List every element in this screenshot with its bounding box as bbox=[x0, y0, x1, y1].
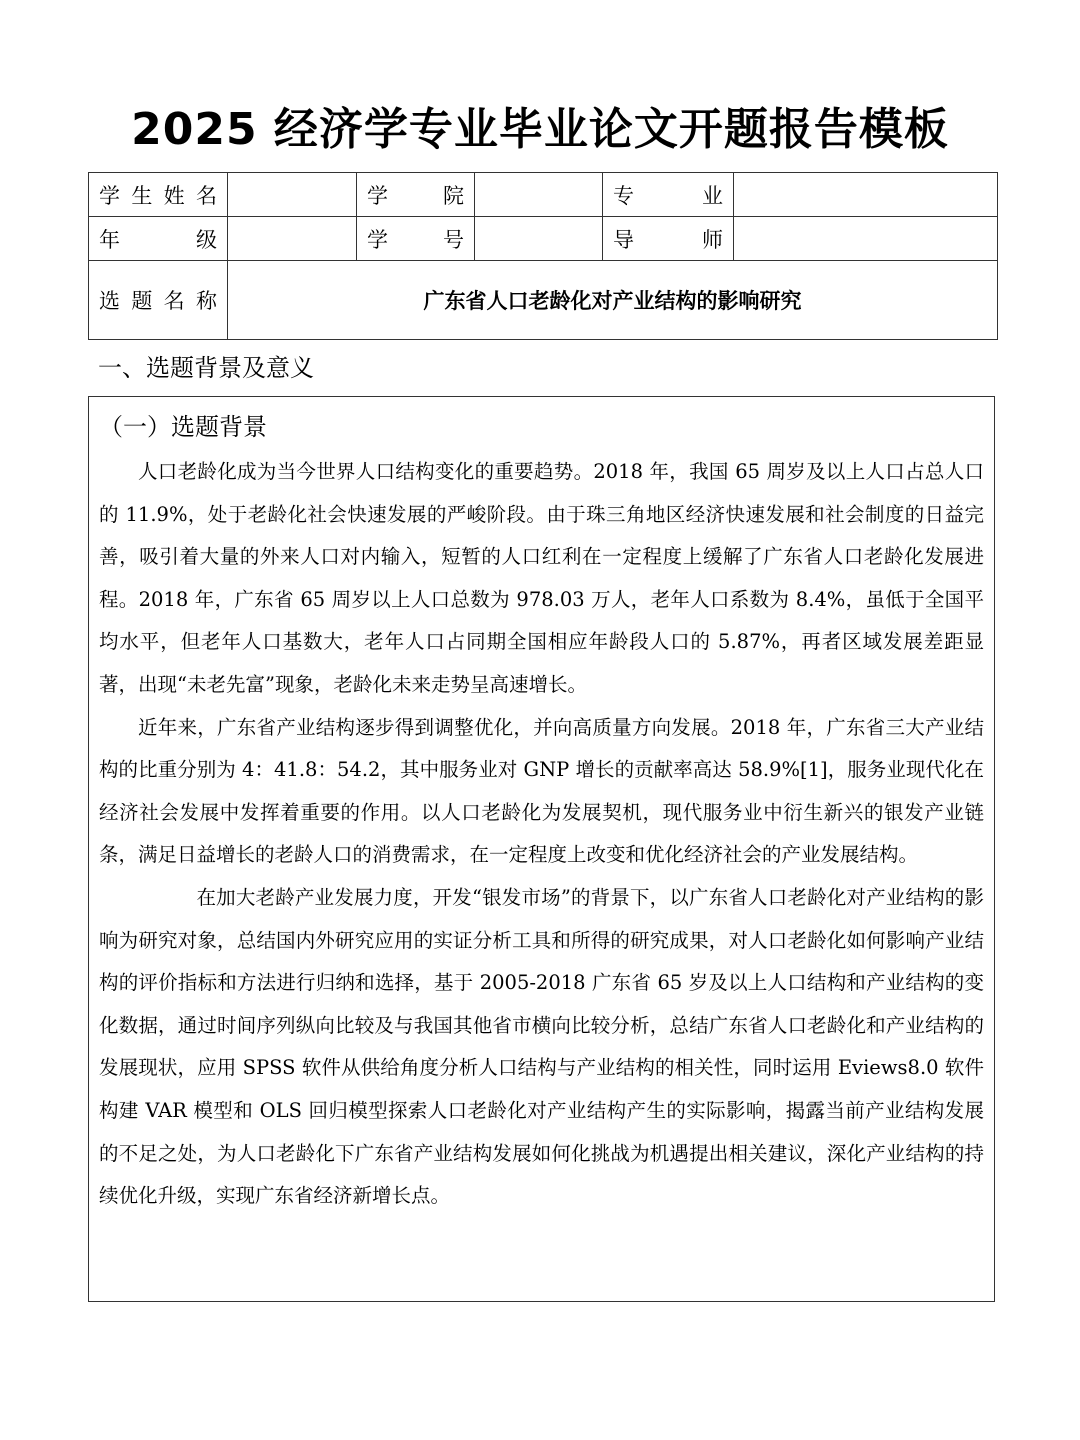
grade-label: 年 级 bbox=[99, 227, 217, 252]
college-label-cell bbox=[357, 173, 475, 217]
background-section-box bbox=[88, 396, 995, 1302]
page-title: 2025 经济学专业毕业论文开题报告模板 bbox=[131, 104, 949, 155]
paragraph-2: 近年来，广东省产业结构逐步得到调整优化，并向高质量方向发展。2018 年，广东省三大产业结构的比重分别为 4：41.8：54.2，其中服务业对 GNP 增长的贡献率高达 58.9%[1]，服务业现代化在经济社会发展中发挥着重要的作用。以人口老龄化为发展契机，现代服务业中衍生新兴的银发产业链条，满足日益增长的老龄人口的消费需求，在一定程度上改变和优化经济社会的产业发展结构。 bbox=[99, 715, 984, 867]
student-name-field[interactable] bbox=[228, 173, 357, 217]
major-field[interactable] bbox=[734, 173, 998, 217]
student-id-field[interactable] bbox=[475, 217, 603, 261]
sub-heading: （一）选题背景 bbox=[99, 413, 267, 441]
paragraph-3: 在加大老龄产业发展力度，开发“银发市场”的背景下，以广东省人口老龄化对产业结构的影响为研究对象，总结国内外研究应用的实证分析工具和所得的研究成果，对人口老龄化如何影响产业结构的评价指标和方法进行归纳和选择，基于 2005-2018 广东省 65 岁及以上人口结构和产业结构的变化数据，通过时间序列纵向比较及与我国其他省市横向比较分析，总结广东省人口老龄化和产业结构的发展现状，应用 SPSS 软件从供给角度分析人口结构与产业结构的相关性，同时运用 Eviews8.0 软件构建 VAR 模型和 OLS 回归模型探索人口老龄化对产业结构产生的实际影响，揭露当前产业结构发展的不足之处，为人口老龄化下广东省产业结构发展如何化挑战为机遇提出相关建议，深化产业结构的持续优化升级，实现广东省经济新增长点。 bbox=[99, 885, 984, 1208]
grade-field[interactable] bbox=[228, 217, 357, 261]
student-name-label-cell bbox=[89, 173, 228, 217]
advisor-field[interactable] bbox=[734, 217, 998, 261]
major-label: 专 业 bbox=[613, 183, 723, 208]
topic-label-cell bbox=[89, 261, 228, 340]
college-field[interactable] bbox=[475, 173, 603, 217]
advisor-label-cell bbox=[603, 217, 734, 261]
section-heading: 一、选题背景及意义 bbox=[98, 354, 314, 382]
student-id-label-cell bbox=[357, 217, 475, 261]
student-id-label: 学 号 bbox=[367, 227, 464, 252]
topic-label: 选 题 名 称 bbox=[99, 289, 217, 313]
grade-label-cell bbox=[89, 217, 228, 261]
paragraph-1: 人口老龄化成为当今世界人口结构变化的重要趋势。2018 年，我国 65 周岁及以上人口占总人口的 11.9%，处于老龄化社会快速发展的严峻阶段。由于珠三角地区经济快速发展和社会制度的日益完善，吸引着大量的外来人口对内输入，短暂的人口红利在一定程度上缓解了广东省人口老龄化发展进程。2018 年，广东省 65 周岁以上人口总数为 978.03 万人，老年人口系数为 8.4%，虽低于全国平均水平，但老年人口基数大，老年人口占同期全国相应年龄段人口的 5.87%，再者区域发展差距显著，出现“未老先富”现象，老龄化未来走势呈高速增长。 bbox=[99, 460, 984, 696]
college-label: 学 院 bbox=[367, 183, 464, 208]
advisor-label: 导 师 bbox=[613, 227, 723, 252]
student-name-label: 学 生 姓 名 bbox=[99, 183, 217, 208]
student-info-table bbox=[88, 172, 998, 340]
topic-value: 广东省人口老龄化对产业结构的影响研究 bbox=[228, 261, 998, 340]
major-label-cell bbox=[603, 173, 734, 217]
